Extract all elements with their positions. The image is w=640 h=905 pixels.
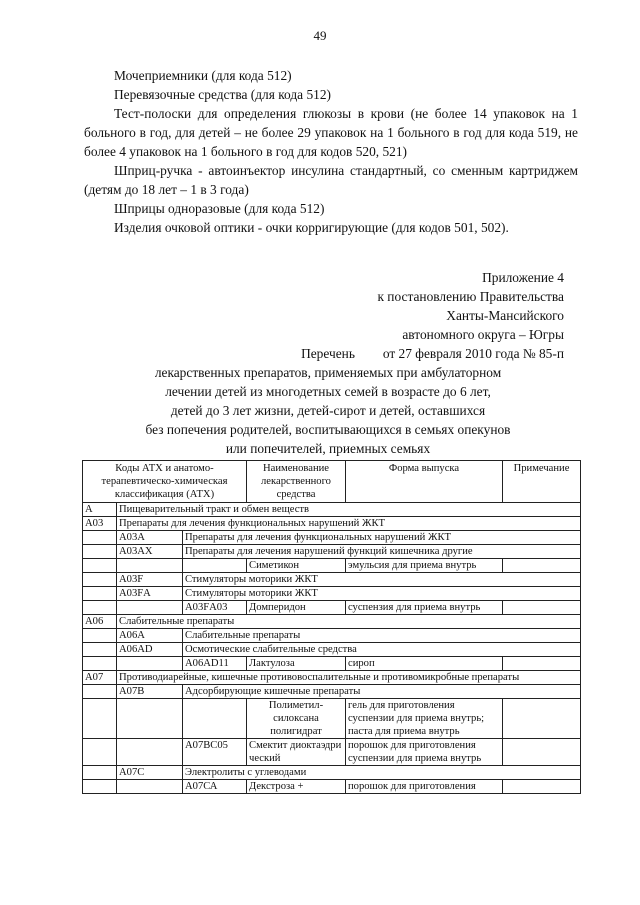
- appendix-line: Ханты-Мансийского: [446, 308, 564, 323]
- code-cell: А03А: [117, 531, 183, 545]
- code-cell: А03FА: [117, 587, 183, 601]
- group-cell: Слабительные препараты: [117, 615, 581, 629]
- header-name: Наименование лекарственного средства: [247, 461, 346, 503]
- table-row: [83, 766, 581, 780]
- intro-item-dressings: Перевязочные средства (для кода 512): [114, 87, 332, 102]
- table-row: [83, 517, 581, 531]
- title-line: или попечителей, приемных семьях: [225, 441, 431, 456]
- title-line: лекарственных препаратов, применяемых при амбулаторном: [154, 365, 502, 380]
- table-row: [83, 739, 581, 766]
- code-cell: А06АD11: [183, 657, 247, 671]
- table-row: [83, 545, 581, 559]
- title-line: без попечения родителей, воспитывающихся в семьях опекунов: [145, 422, 511, 437]
- group-cell: Препараты для лечения функциональных нарушений ЖКТ: [117, 517, 581, 531]
- table-header-row: [83, 461, 581, 503]
- table-row: [83, 615, 581, 629]
- group-cell: Осмотические слабительные средства: [183, 643, 581, 657]
- drug-table: [82, 460, 581, 794]
- table-row: [83, 587, 581, 601]
- table-row: [83, 601, 581, 615]
- code-cell: А: [83, 503, 117, 517]
- drug-name-cell: Домперидон: [247, 601, 346, 615]
- code-cell: А03F: [117, 573, 183, 587]
- group-cell: Препараты для лечения нарушений функций кишечника другие: [183, 545, 581, 559]
- group-cell: Электролиты с углеводами: [183, 766, 581, 780]
- code-cell: А03АХ: [117, 545, 183, 559]
- code-cell: А07С: [117, 766, 183, 780]
- intro-item-syringe-pen: Шприц-ручка - автоинъектор инсулина стандартный, со сменным картриджем (детям до 18 лет – 1 в 3 года): [84, 163, 578, 197]
- code-cell: А03FА03: [183, 601, 247, 615]
- intro-item-test-strips: Тест-полоски для определения глюкозы в крови (не более 14 упаковок на 1 больного в год, для детей – не более 29 упаковок на 1 больного в год для кода 519, не более 4 упаковок на 1 больного в год для кодов 520, 521): [84, 106, 578, 159]
- drug-name-cell: Симетикон: [247, 559, 346, 573]
- table-row: [83, 629, 581, 643]
- table-row: [83, 699, 581, 739]
- table-row: [83, 531, 581, 545]
- code-cell: А06АD: [117, 643, 183, 657]
- group-cell: Стимуляторы моторики ЖКТ: [183, 587, 581, 601]
- drug-form-cell: порошок для приготовления суспензии для приема внутрь: [346, 739, 503, 766]
- code-cell: А06: [83, 615, 117, 629]
- group-cell: Стимуляторы моторики ЖКТ: [183, 573, 581, 587]
- drug-name-cell: Лактулоза: [247, 657, 346, 671]
- appendix-number: Приложение 4: [482, 270, 564, 285]
- group-cell: Противодиарейные, кишечные противовоспалительные и противомикробные препараты: [117, 671, 581, 685]
- drug-name-cell: Смектит диоктаэдрический: [247, 739, 346, 766]
- intro-list: [84, 66, 578, 237]
- header-codes: Коды АТХ и анатомо-терапевтическо-химическая классификация (АТХ): [83, 461, 247, 503]
- drug-name-cell: Полиметил-силоксана полигидрат: [247, 699, 346, 739]
- appendix-date: от 27 февраля 2010 года № 85-п: [382, 346, 564, 361]
- code-cell: А07: [83, 671, 117, 685]
- page-number: 49: [313, 28, 327, 43]
- intro-item-glasses: Изделия очковой оптики - очки корригирующие (для кодов 501, 502).: [114, 220, 509, 235]
- group-cell: Адсорбирующие кишечные препараты: [183, 685, 581, 699]
- code-cell: А07СА: [183, 780, 247, 794]
- group-cell: Пищеварительный тракт и обмен веществ: [117, 503, 581, 517]
- title-line: детей до 3 лет жизни, детей-сирот и детей, оставшихся: [170, 403, 486, 418]
- drug-form-cell: суспензия для приема внутрь: [346, 601, 503, 615]
- drug-form-cell: гель для приготовления суспензии для приема внутрь; паста для приема внутрь: [346, 699, 503, 739]
- table-row: [83, 657, 581, 671]
- table-row: [83, 671, 581, 685]
- intro-item-syringes: Шприцы одноразовые (для кода 512): [114, 201, 325, 216]
- header-form: Форма выпуска: [346, 461, 503, 503]
- table-row: [83, 780, 581, 794]
- title-line: лечении детей из многодетных семей в возрасте до 6 лет,: [165, 384, 491, 399]
- group-cell: Слабительные препараты: [183, 629, 581, 643]
- table-row: [83, 573, 581, 587]
- drug-form-cell: сироп: [346, 657, 503, 671]
- header-note: Примечание: [503, 461, 581, 503]
- drug-form-cell: эмульсия для приема внутрь: [346, 559, 503, 573]
- table-row: [83, 503, 581, 517]
- drug-form-cell: порошок для приготовления: [346, 780, 503, 794]
- code-cell: А03: [83, 517, 117, 531]
- title-heading: Перечень: [301, 346, 355, 361]
- code-cell: А07ВС05: [183, 739, 247, 766]
- table-row: [83, 643, 581, 657]
- intro-item-urinals: Мочеприемники (для кода 512): [114, 68, 292, 83]
- group-cell: Препараты для лечения функциональных нарушений ЖКТ: [183, 531, 581, 545]
- table-row: [83, 559, 581, 573]
- appendix-line: к постановлению Правительства: [377, 289, 564, 304]
- drug-name-cell: Декстроза +: [247, 780, 346, 794]
- code-cell: А06А: [117, 629, 183, 643]
- table-row: [83, 685, 581, 699]
- code-cell: А07В: [117, 685, 183, 699]
- appendix-line: автономного округа – Югры: [402, 327, 564, 342]
- document-title: [84, 344, 572, 458]
